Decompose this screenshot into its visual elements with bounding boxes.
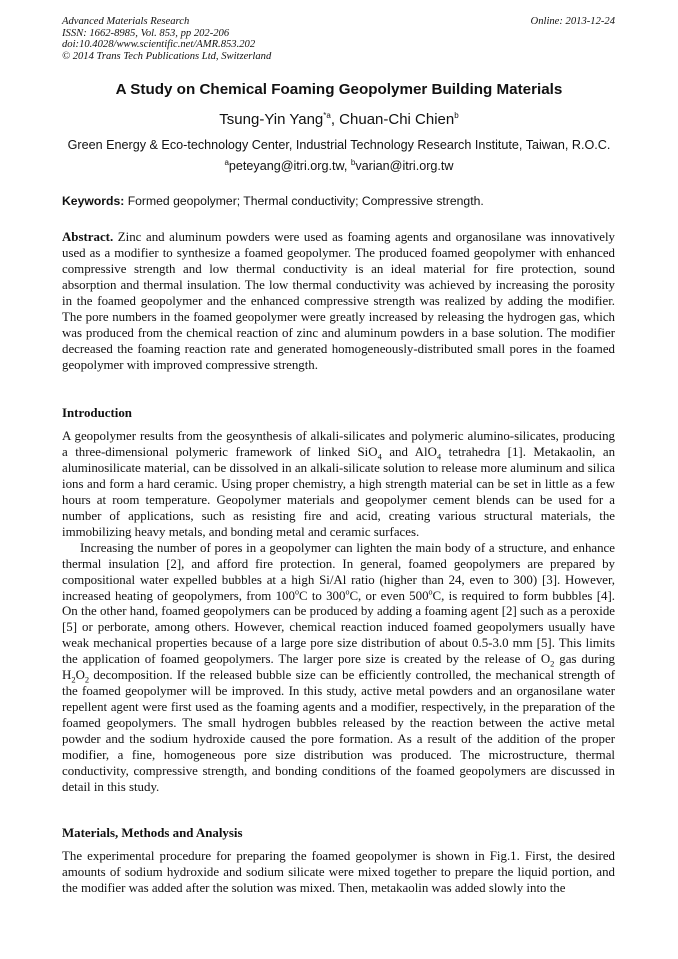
author-affiliation-mark: *a <box>323 111 331 120</box>
copyright-line: © 2014 Trans Tech Publications Ltd, Switzerland <box>62 50 272 62</box>
paragraph: The experimental procedure for preparing the foamed geopolymer is shown in Fig.1. First, the desired amounts of sodium hydroxide and sodium silicate were mixed together to prepare the liquid portion, and the modifier was added after the solution was mixed. Then, metakaolin was added slowly into the <box>62 849 615 895</box>
paragraph: A geopolymer results from the geosynthesis of alkali-silicates and polymeric alumino-silicates, producing a three-dimensional polymeric framework of linked SiO$_4$ and AlO$_4$ tetrahedra [1]. Metakaolin, an aluminosilicate material, can be dissolved in an alkali-silicate solution to release more aluminum and silica ions and form a hard ceramic. Using proper chemistry, a high strength material can be set in little as a few hours at room temperature. Geopolymer materials and geopolymer cement blends can be used for a number of applications, such as resisting fire and acid, creating various structural materials, the immobilizing heavy metals, and bonding metal and ceramic surfaces. <box>62 429 616 539</box>
email-address: varian@itri.org.tw <box>355 159 454 173</box>
doi-line: doi:10.4028/www.scientific.net/AMR.853.202 <box>62 39 256 51</box>
keywords-text: Formed geopolymer; Thermal conductivity; Compressive strength. <box>124 194 484 208</box>
journal-header <box>62 16 615 62</box>
methods-body <box>62 849 615 897</box>
abstract-text: Zinc and aluminum powders were used as foaming agents and organosilane was innovatively used as a modifier to synthesize a foamed geopolymer. The produced foamed geopolymer with enhanced compressive strength and low thermal conductivity is an ideal material for fire protection, sound absorption and thermal insulation. The low thermal conductivity was achieved by increasing the porosity in the foamed geopolymer and the enhanced compressive strength was realized by adding the modifier. The pore numbers in the foamed geopolymer were greatly increased by releasing the hydrogen gas, which was produced from the chemical reaction of zinc and aluminum powders in a base solution. The modifier decreased the foaming reaction rate and generated homogeneously-distributed small pores in the foamed geopolymer with improved compressive strength. <box>62 230 615 372</box>
keywords-label: Keywords: <box>62 194 125 208</box>
issn-line: ISSN: 1662-8985, Vol. 853, pp 202-206 <box>62 27 230 39</box>
paper-title: A Study on Chemical Foaming Geopolymer Building Materials <box>115 81 563 98</box>
affiliation: Green Energy & Eco-technology Center, Industrial Technology Research Institute, Taiwan, R.O.C. <box>67 138 611 152</box>
email-mark: a <box>224 157 229 167</box>
section-heading-methods: Materials, Methods and Analysis <box>62 826 243 840</box>
introduction-body <box>62 429 615 796</box>
author-line <box>0 111 678 128</box>
email-address: peteyang@itri.org.tw, <box>228 159 351 173</box>
author-separator: , <box>330 111 340 128</box>
section-heading-introduction: Introduction <box>62 406 132 420</box>
author-name: Chuan-Chi Chien <box>339 111 455 128</box>
paragraph: Increasing the number of pores in a geopolymer can lighten the main body of a structure, and enhance thermal insulation [2], and afford fire protection. In general, foamed geopolymers are prepared by compositional water expelled bubbles at a high Si/Al ratio (higher than 24, even to 300) [3]. However, increased heating of geopolymers, from 100$^o$C to 300$^o$C, or even 500$^o$C, is required to form bubbles [4]. On the other hand, foamed geopolymers can be produced by adding a foaming agent [2] such as a peroxide [5] or perborate, among others. However, chemical reaction induced foamed geopolymers usually have weak mechanical properties because of a large pore size distribution of about 0.5-3.0 mm [5]. This limits the application of foamed geopolymers. The larger pore size is created by the release of $O_2$ gas during $H_2O_2$ decomposition. If the released bubble size can be efficiently controlled, the mechanical strength of the foamed geopolymer will be improved. In this study, active metal powders and an organosilane water repellent agent were first used as the foaming agents and a modifier, respectively, in the preparation of the foamed geopolymers. The small hydrogen bubbles released by the reaction between the active metal powder and the sodium hydroxide caused the pore formation. As a result of the addition of the proper modifier, a fine, homogeneous pore size distribution was produced. The microstructure, thermal conductivity, compressive strength, and bonding conditions of the foamed geopolymers are discussed in detail in this study. <box>62 540 615 794</box>
author-name: Tsung-Yin Yang <box>219 111 324 128</box>
online-date: Online: 2013-12-24 <box>530 16 615 27</box>
abstract-label: Abstract. <box>62 230 114 244</box>
email-mark: b <box>350 157 356 167</box>
abstract <box>62 230 615 374</box>
keywords <box>62 194 615 208</box>
author-affiliation-mark: b <box>454 111 459 120</box>
journal-name: Advanced Materials Research <box>62 16 190 27</box>
email-line <box>0 159 678 173</box>
